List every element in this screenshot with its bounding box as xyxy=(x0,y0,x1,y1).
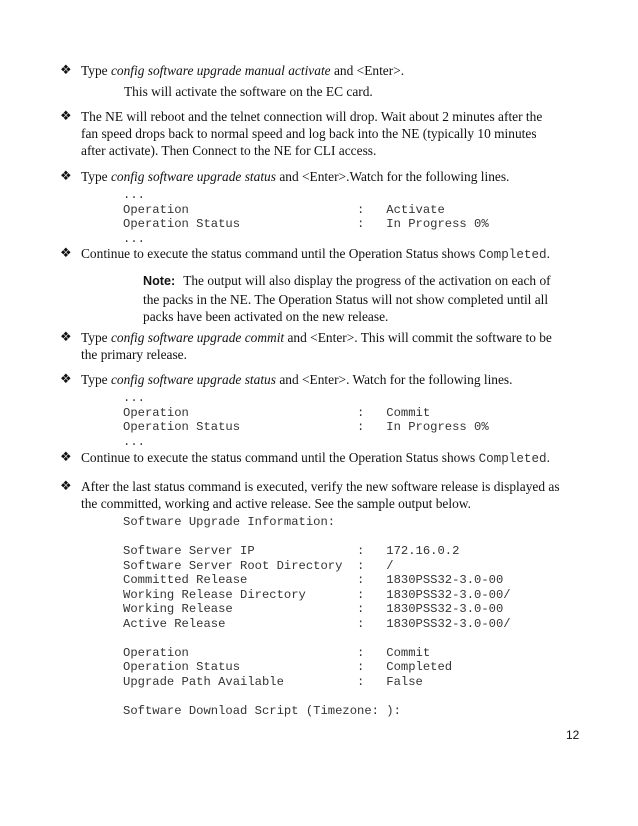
page-number: 12 xyxy=(566,728,580,742)
command-text: config software upgrade status xyxy=(110,372,276,387)
step-text: Continue to execute the status command until the Operation Status shows Completed. xyxy=(81,246,550,262)
step-text: Type config software upgrade manual activate and <Enter>. xyxy=(81,63,405,78)
command-text: config software upgrade status xyxy=(110,169,276,184)
bullet-icon: ❖ xyxy=(60,450,72,465)
step-text: Type config software upgrade commit and <Enter>. This will commit the software to be the primary release. xyxy=(81,330,552,362)
bullet-icon: ❖ xyxy=(60,63,72,78)
status-value: Completed xyxy=(478,452,547,466)
step-text: After the last status command is executed, verify the new software release is displayed as the committed, working and active release. See the sample output below. xyxy=(81,479,560,511)
bullet-icon: ❖ xyxy=(60,330,72,345)
code-output-commit: ... Operation : Commit Operation Status : In Progress 0% ... xyxy=(123,391,489,449)
bullet-icon: ❖ xyxy=(60,169,72,184)
step-text: Continue to execute the status command until the Operation Status shows Completed. xyxy=(81,450,550,466)
step-text: The NE will reboot and the telnet connection will drop. Wait about 2 minutes after the fan speed drops back to normal speed and log back into the NE (typically 10 minutes after activate). Then Connect to the NE for CLI access. xyxy=(81,109,543,158)
bullet-icon: ❖ xyxy=(60,109,72,124)
command-text: config software upgrade commit xyxy=(110,330,285,345)
step-text: Type config software upgrade status and <Enter>. Watch for the following lines. xyxy=(81,372,513,387)
step-text: Type config software upgrade status and <Enter>.Watch for the following lines. xyxy=(81,169,510,184)
code-output-activate: ... Operation : Activate Operation Status : In Progress 0% ... xyxy=(123,188,489,246)
step-description: This will activate the software on the EC card. xyxy=(124,84,373,99)
note-block xyxy=(143,272,563,326)
bullet-icon: ❖ xyxy=(60,479,72,494)
status-value: Completed xyxy=(478,248,547,262)
bullet-icon: ❖ xyxy=(60,246,72,261)
command-text: config software upgrade manual activate xyxy=(110,63,331,78)
note-label: Note: xyxy=(143,274,176,288)
code-output-info: Software Upgrade Information: Software Server IP : 172.16.0.2 Software Server Root Directory : / Committed Release : 1830PSS32-3.0-00 Working Release Directory : 1830PSS32-3.0-00/ Working Release : 1830PSS32-3.0-00 Active Release : 1830PSS32-3.0-00/ Operation : Commit Operation Status : Completed Upgrade Path Available : False Software Download Script (Timezone: ): xyxy=(123,515,511,718)
bullet-icon: ❖ xyxy=(60,372,72,387)
note-text: The output will also display the progress of the activation on each of the packs in the NE. The Operation Status will not show completed until all packs have been activated on the new release. xyxy=(143,273,551,324)
